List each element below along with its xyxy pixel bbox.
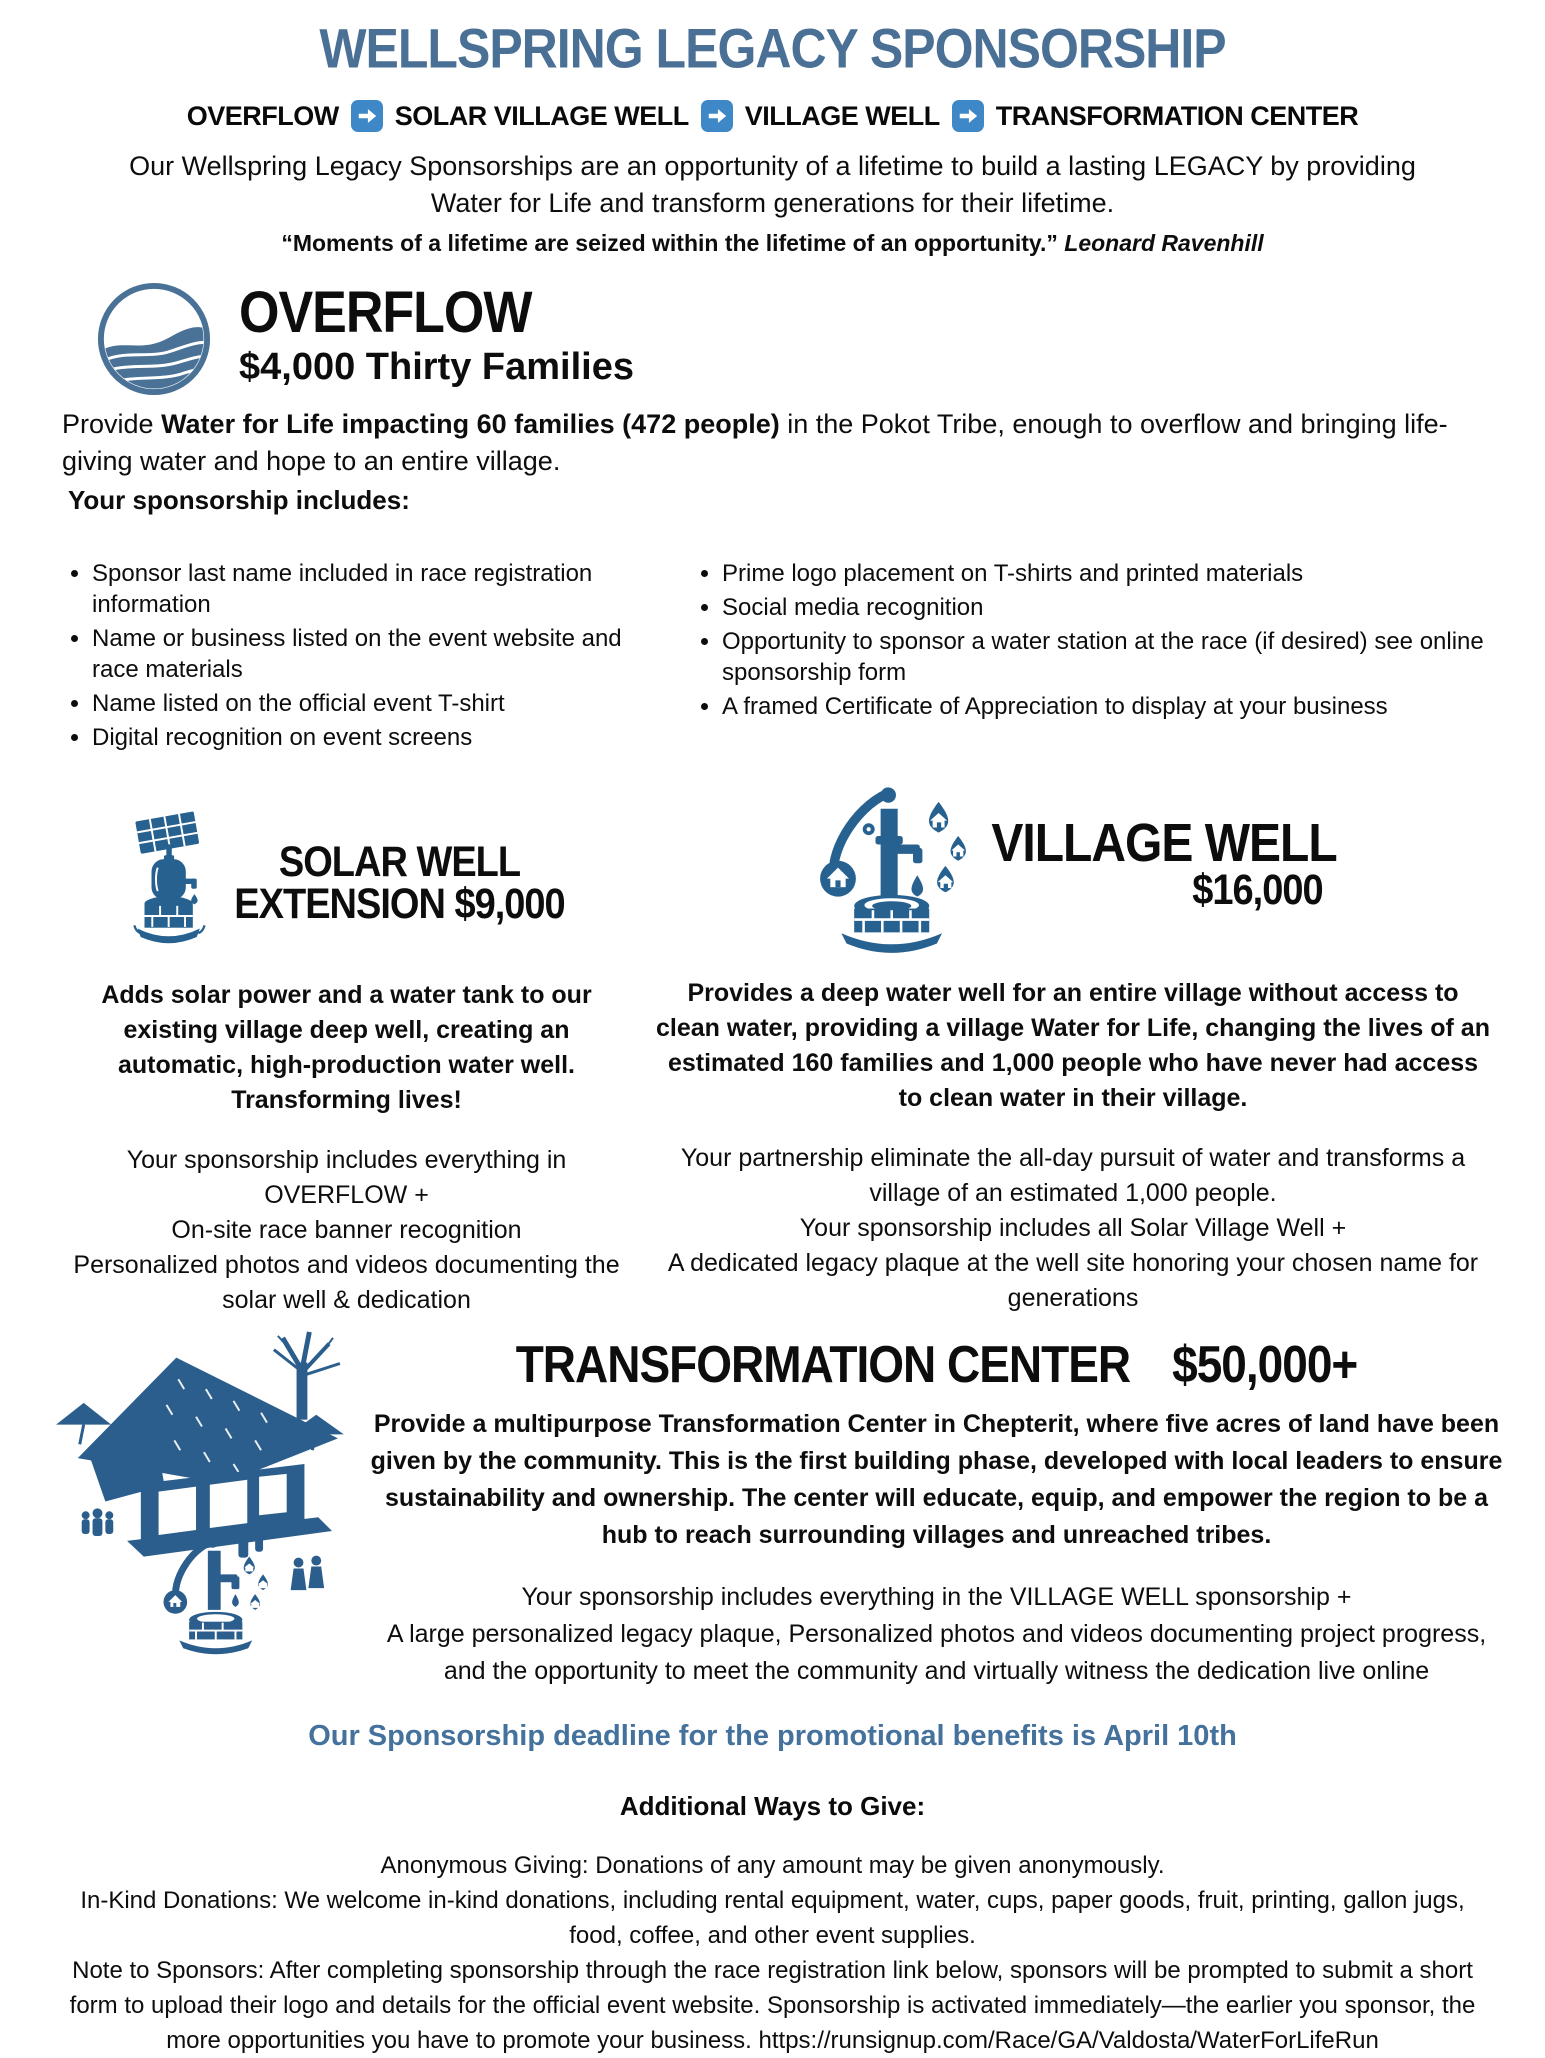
transformation-center-description: Provide a multipurpose Transformation Center in Chepterit, where five acres of land have been given by the community. This is the first building phase, developed with local leaders to ensure sustainability and ownership. The center will educate, equip, and empower the region to be a hub to reach surrounding villages and unreached tribes. bbox=[370, 1410, 1503, 1549]
list-item: • Opportunity to sponsor a water station at the race (if desired) see online sponsorship form bbox=[722, 626, 1502, 688]
list-item: • Name or business listed on the event website and race materials bbox=[92, 623, 658, 685]
flow-item-overflow: OVERFLOW bbox=[186, 100, 339, 131]
overflow-price: $4,000 Thirty Families bbox=[239, 346, 634, 388]
list-item: • Prime logo placement on T-shirts and printed materials bbox=[722, 558, 1502, 589]
intro-text: Our Wellspring Legacy Sponsorships are an opportunity of a lifetime to build a lasting LEGACY by providing Water for Life and transform generations for their lifetime. bbox=[129, 151, 1416, 218]
text-line: A dedicated legacy plaque at the well site honoring your chosen name for generations bbox=[667, 1249, 1479, 1312]
benefits-lists bbox=[62, 558, 1505, 756]
additional-ways-heading: Additional Ways to Give: bbox=[619, 1791, 926, 1821]
quote bbox=[0, 230, 1545, 257]
sponsorship-flow bbox=[0, 100, 1545, 132]
transformation-center-title: TRANSFORMATION CENTER bbox=[515, 1334, 1131, 1394]
overflow-description bbox=[62, 406, 1475, 480]
transformation-center-price: $50,000+ bbox=[1172, 1334, 1358, 1394]
right-arrow-icon bbox=[701, 100, 733, 132]
flow-item-solar-village-well: SOLAR VILLAGE WELL bbox=[394, 100, 689, 131]
village-well-section bbox=[635, 776, 1545, 1318]
quote-author: Leonard Ravenhill bbox=[1064, 230, 1264, 256]
transformation-center-content bbox=[370, 1328, 1503, 1690]
quote-text: “Moments of a lifetime are seized within the lifetime of an opportunity.” bbox=[281, 230, 1058, 256]
page-title: WELLSPRING LEGACY SPONSORSHIP bbox=[319, 17, 1226, 80]
overflow-desc-part2: in the Pokot Tribe, enough to overflow and bringing life-giving water and hope to an entire village. bbox=[62, 409, 1448, 476]
list-item: • Social media recognition bbox=[722, 592, 1502, 623]
village-well-icon bbox=[809, 776, 971, 960]
overflow-desc-part1: Provide bbox=[62, 409, 162, 439]
footer-paragraph: Note to Sponsors: After completing sponsorship through the race registration link below, sponsors will be prompted to submit a short form to upload their logo and details for the official event website. Sponsorship is activated immediately—the earlier you sponsor, the more opportunities you have to promote your business. https://runsignup.com/Race/GA/Valdosta/WaterForLifeRun bbox=[69, 1957, 1476, 2054]
flow-item-transformation-center: TRANSFORMATION CENTER bbox=[995, 100, 1359, 131]
text-line: Your sponsorship includes all Solar Village Well + bbox=[799, 1214, 1347, 1242]
benefits-list-left bbox=[62, 558, 658, 756]
footer-paragraph: Anonymous Giving: Donations of any amount may be given anonymously. bbox=[380, 1852, 1165, 1879]
solar-well-includes bbox=[58, 1143, 635, 1318]
village-well-includes bbox=[653, 1141, 1493, 1316]
text-line: Your partnership eliminate the all-day pursuit of water and transforms a village of an estimated 1,000 people. bbox=[680, 1144, 1466, 1207]
flow-item-village-well: VILLAGE WELL bbox=[744, 100, 940, 131]
list-item: • Sponsor last name included in race registration information bbox=[92, 558, 658, 620]
overflow-desc-bold: Water for Life impacting 60 families (472 people) bbox=[161, 409, 780, 439]
solar-well-icon bbox=[128, 810, 214, 962]
village-well-description: Provides a deep water well for an entire village without access to clean water, providing a village Water for Life, changing the lives of an estimated 160 families and 1,000 people who have never had access to clean water in their village. bbox=[656, 979, 1490, 1112]
text-line: Your sponsorship includes everything in the VILLAGE WELL sponsorship + bbox=[521, 1583, 1352, 1611]
list-item: • A framed Certificate of Appreciation to display at your business bbox=[722, 691, 1502, 722]
right-arrow-icon bbox=[351, 100, 383, 132]
text-line: A large personalized legacy plaque, Personalized photos and videos documenting project progress, and the opportunity to meet the community and virtually witness the dedication live online bbox=[386, 1620, 1487, 1685]
text-line: On-site race banner recognition bbox=[171, 1216, 522, 1244]
transformation-center-includes bbox=[370, 1579, 1503, 1690]
solar-well-description: Adds solar power and a water tank to our existing village deep well, creating an automatic, high-production water well. Transforming lives! bbox=[101, 981, 592, 1114]
footer-paragraph: In-Kind Donations: We welcome in-kind donations, including rental equipment, water, cups, paper goods, fruit, printing, gallon jugs, food, coffee, and other event supplies. bbox=[80, 1887, 1465, 1949]
list-item: • Name listed on the official event T-shirt bbox=[92, 688, 658, 719]
overflow-waves-logo-icon bbox=[95, 280, 213, 398]
overflow-section-header bbox=[95, 280, 1545, 398]
text-line: Your sponsorship includes everything in OVERFLOW + bbox=[126, 1146, 567, 1209]
deadline-text: Our Sponsorship deadline for the promotional benefits is April 10th bbox=[308, 1720, 1237, 1752]
solar-well-price: EXTENSION $9,000 bbox=[234, 880, 565, 928]
text-line: Personalized photos and videos documenting the solar well & dedication bbox=[73, 1251, 620, 1314]
village-well-price: $16,000 bbox=[1192, 866, 1323, 914]
transformation-center-heading bbox=[370, 1334, 1503, 1394]
overflow-headings bbox=[239, 280, 634, 388]
solar-well-heading bbox=[234, 838, 565, 928]
right-arrow-icon bbox=[952, 100, 984, 132]
wells-row bbox=[0, 776, 1545, 1318]
overflow-heading: OVERFLOW bbox=[239, 280, 532, 346]
transformation-center-section bbox=[48, 1328, 1503, 1690]
village-well-heading-line1: VILLAGE WELL bbox=[991, 813, 1337, 874]
benefits-list-right bbox=[692, 558, 1502, 756]
includes-label: Your sponsorship includes: bbox=[68, 485, 410, 515]
transformation-center-illustration bbox=[48, 1328, 348, 1668]
list-item: • Digital recognition on event screens bbox=[92, 722, 658, 753]
solar-well-heading-line1: SOLAR WELL bbox=[278, 838, 521, 886]
solar-well-section bbox=[0, 776, 635, 1318]
village-well-heading bbox=[991, 813, 1337, 914]
footer-notes bbox=[58, 1848, 1488, 2058]
